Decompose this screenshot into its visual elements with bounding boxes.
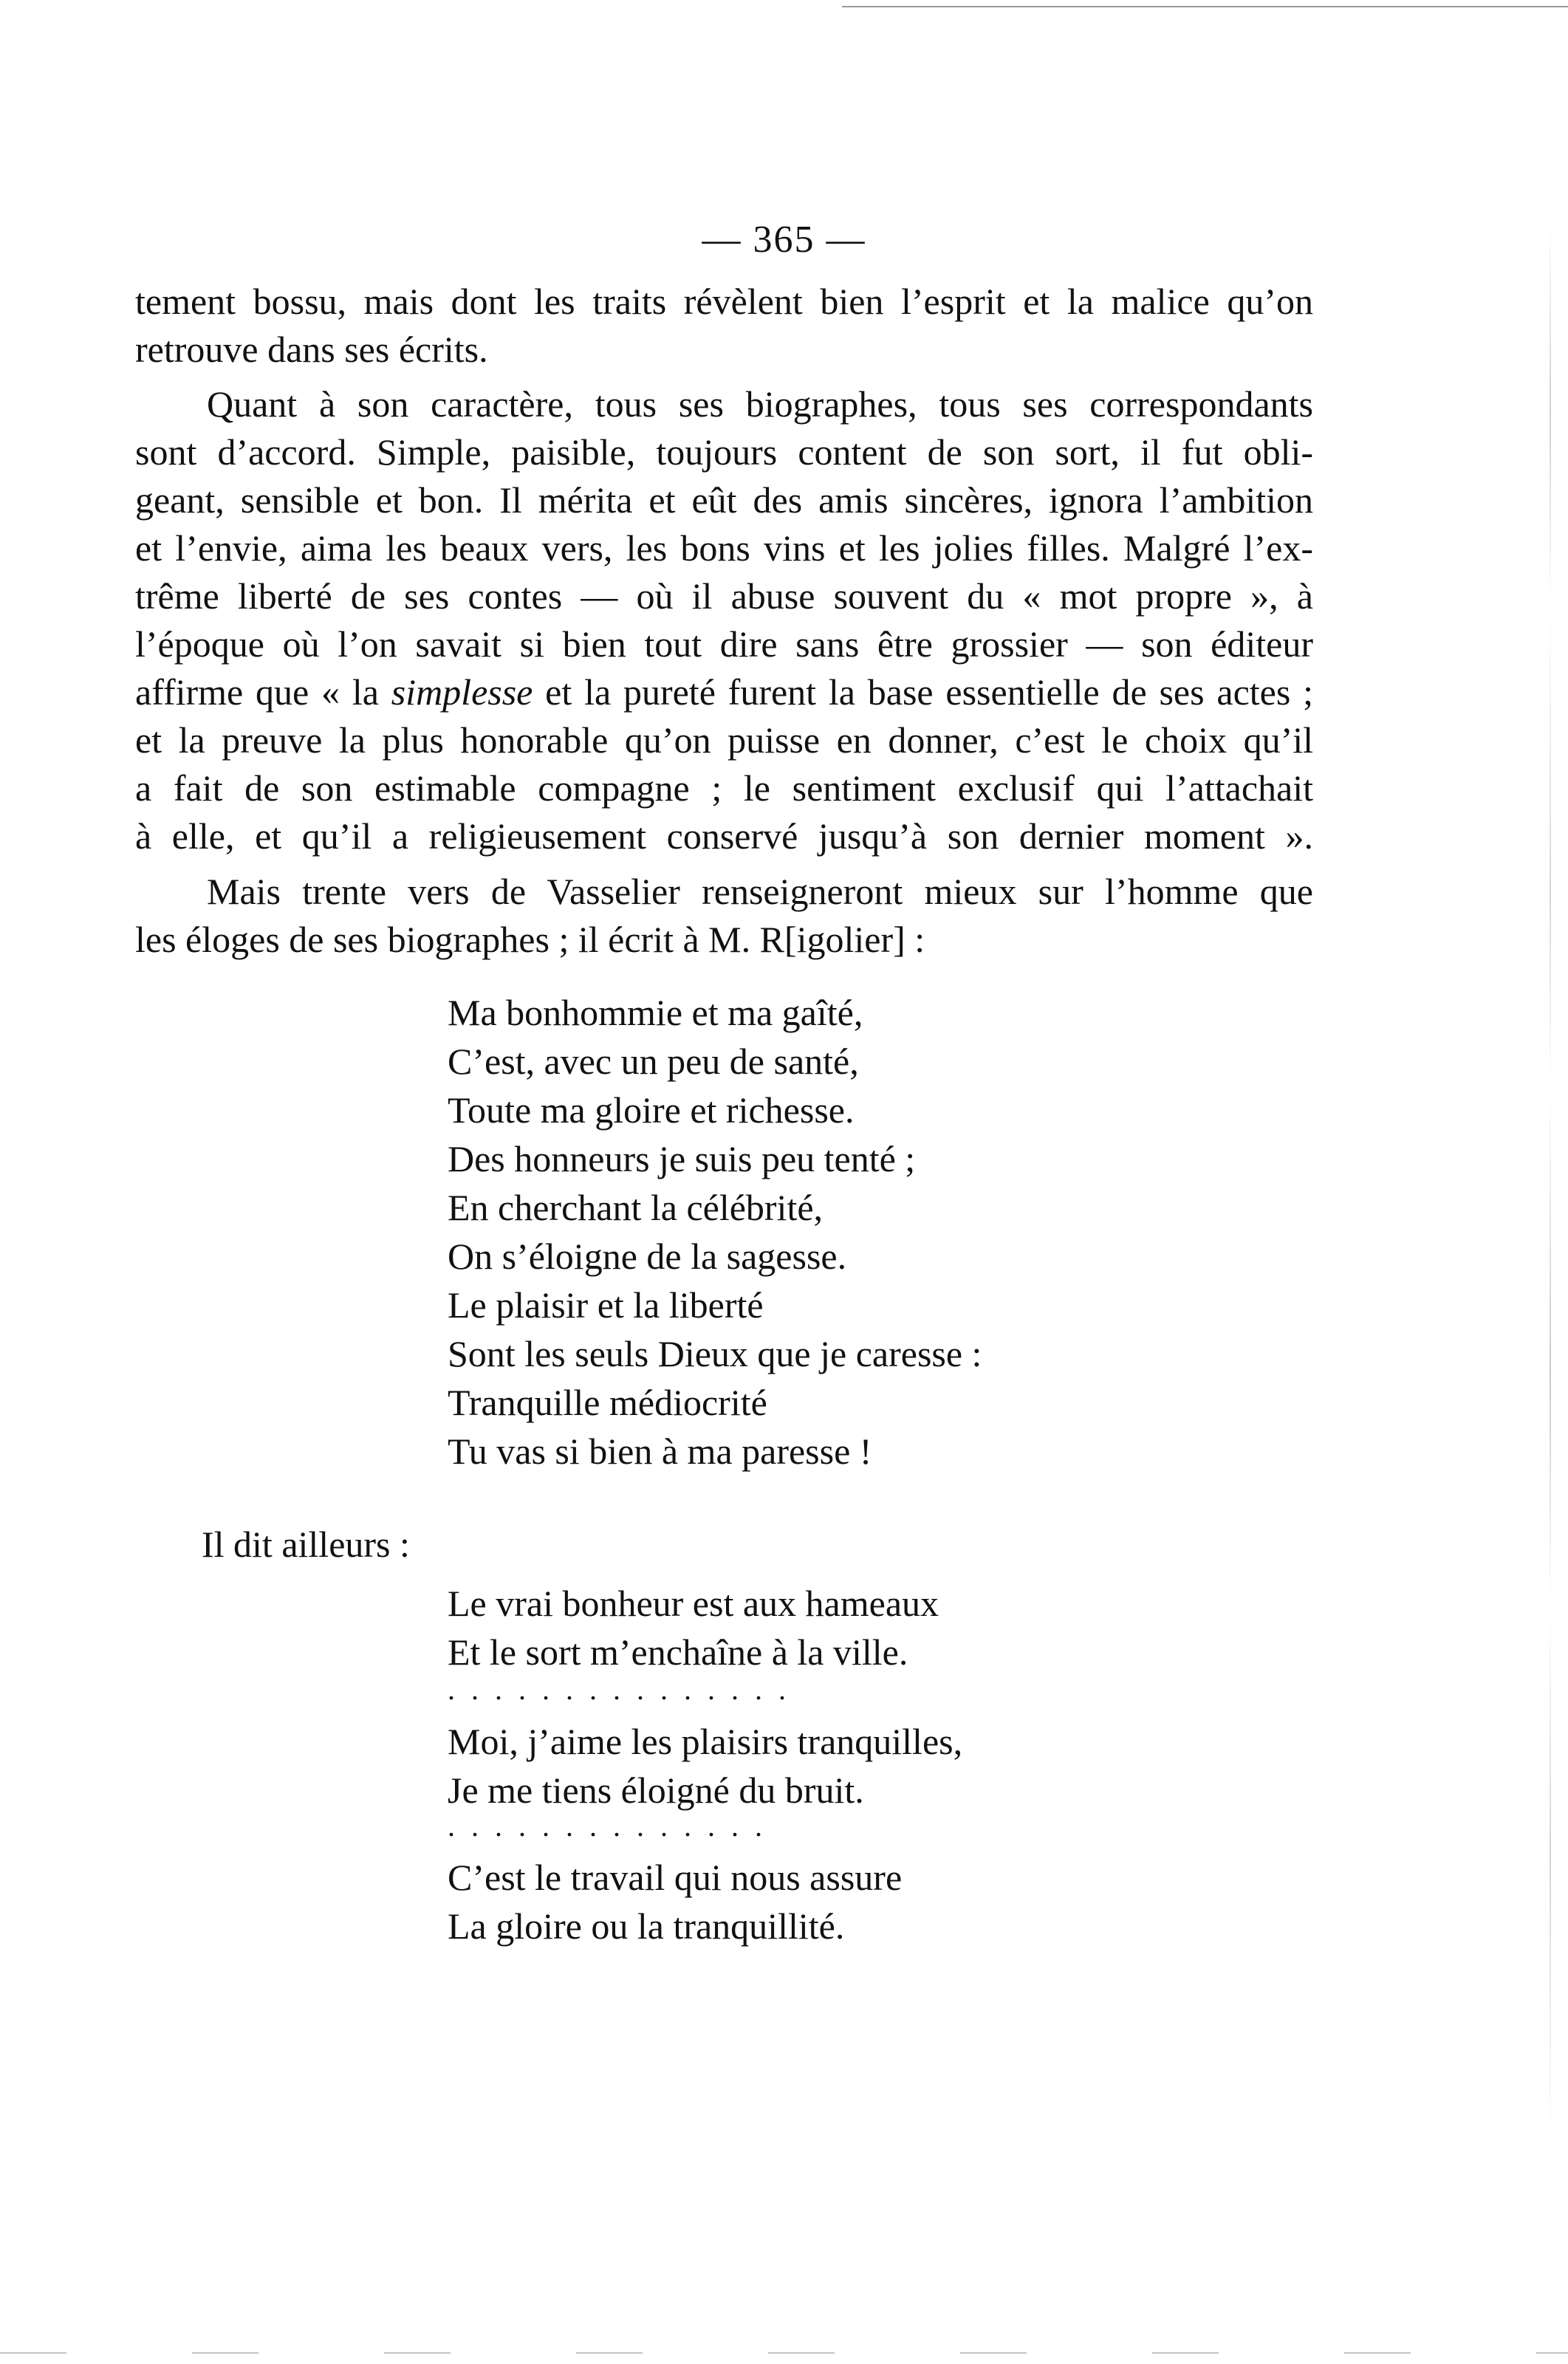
paragraph-3-line-2: les éloges de ses biographes ; il écrit à M. R[igolier] :: [135, 919, 925, 960]
poem-1-line-1: Ma bonhommie et ma gaîté,: [448, 992, 863, 1033]
emphasis-simplesse: simplesse: [391, 671, 533, 713]
poem-2-line-6: La gloire ou la tranquillité.: [448, 1905, 845, 1947]
poem-2-line-1: Le vrai bonheur est aux hameaux: [448, 1583, 939, 1624]
quote-prefix: affirme que « la: [135, 671, 391, 713]
paragraph-2-line-7: [135, 668, 1313, 716]
poem-1-line-2: C’est, avec un peu de santé,: [448, 1041, 859, 1082]
ellipsis-line-2: ..............: [448, 1809, 778, 1843]
poem-1-line-6: On s’éloigne de la sagesse.: [448, 1236, 847, 1277]
paragraph-3-line-1: Mais trente vers de Vasselier renseigneront mieux sur l’homme que: [207, 871, 1313, 912]
paragraph-2-line-5: trême liberté de ses contes — où il abuse souvent du « mot propre », à: [135, 575, 1313, 617]
paragraph-2-line-8: et la preuve la plus honorable qu’on puisse en donner, c’est le choix qu’il: [135, 719, 1313, 761]
paragraph-1-line-1: tement bossu, mais dont les traits révèlent bien l’esprit et la malice qu’on: [135, 281, 1313, 322]
poem-1-line-9: Tranquille médiocrité: [448, 1382, 767, 1423]
paragraph-2-line-3: geant, sensible et bon. Il mérita et eût des amis sincères, ignora l’ambition: [135, 479, 1313, 521]
ellipsis-line-1: ...............: [448, 1673, 802, 1706]
paragraph-1-line-2: retrouve dans ses écrits.: [135, 329, 488, 370]
poem-1-line-3: Toute ma gloire et richesse.: [448, 1089, 855, 1131]
paragraph-2-line-10: à elle, et qu’il a religieusement conservé jusqu’à son dernier moment ».: [135, 815, 1313, 857]
poem-2-line-3: Moi, j’aime les plaisirs tranquilles,: [448, 1721, 963, 1762]
paragraph-2-line-4: et l’envie, aima les beaux vers, les bons vins et les jolies filles. Malgré l’ex-: [135, 527, 1313, 569]
paragraph-2-line-9: a fait de son estimable compagne ; le sentiment exclusif qui l’attachait: [135, 767, 1313, 809]
poem-1-line-8: Sont les seuls Dieux que je caresse :: [448, 1333, 982, 1374]
paragraph-2-line-2: sont d’accord. Simple, paisible, toujours content de son sort, il fut obli-: [135, 431, 1313, 473]
paragraph-2-line-6: l’époque où l’on savait si bien tout dire sans être grossier — son éditeur: [135, 623, 1313, 665]
scan-edge-top: [842, 6, 1568, 7]
scan-edge-bottom: [0, 2352, 1568, 2354]
poem-2-line-5: C’est le travail qui nous assure: [448, 1857, 903, 1898]
paragraph-2-line-1: Quant à son caractère, tous ses biographes, tous ses correspondants: [207, 383, 1313, 425]
poem-2-line-2: Et le sort m’enchaîne à la ville.: [448, 1631, 908, 1673]
scan-edge-right: [1550, 222, 1551, 2142]
page-number: — 365 —: [702, 219, 866, 261]
poem-1-line-5: En cherchant la célébrité,: [448, 1187, 824, 1228]
poem-2-line-4: Je me tiens éloigné du bruit.: [448, 1769, 864, 1811]
poem-1-line-7: Le plaisir et la liberté: [448, 1284, 764, 1326]
quote-suffix: et la pureté furent la base essentielle de ses actes ;: [533, 671, 1313, 713]
poem-1-line-4: Des honneurs je suis peu tenté ;: [448, 1138, 916, 1179]
intro-il-dit-ailleurs: Il dit ailleurs :: [202, 1524, 410, 1565]
poem-1-line-10: Tu vas si bien à ma paresse !: [448, 1431, 872, 1472]
